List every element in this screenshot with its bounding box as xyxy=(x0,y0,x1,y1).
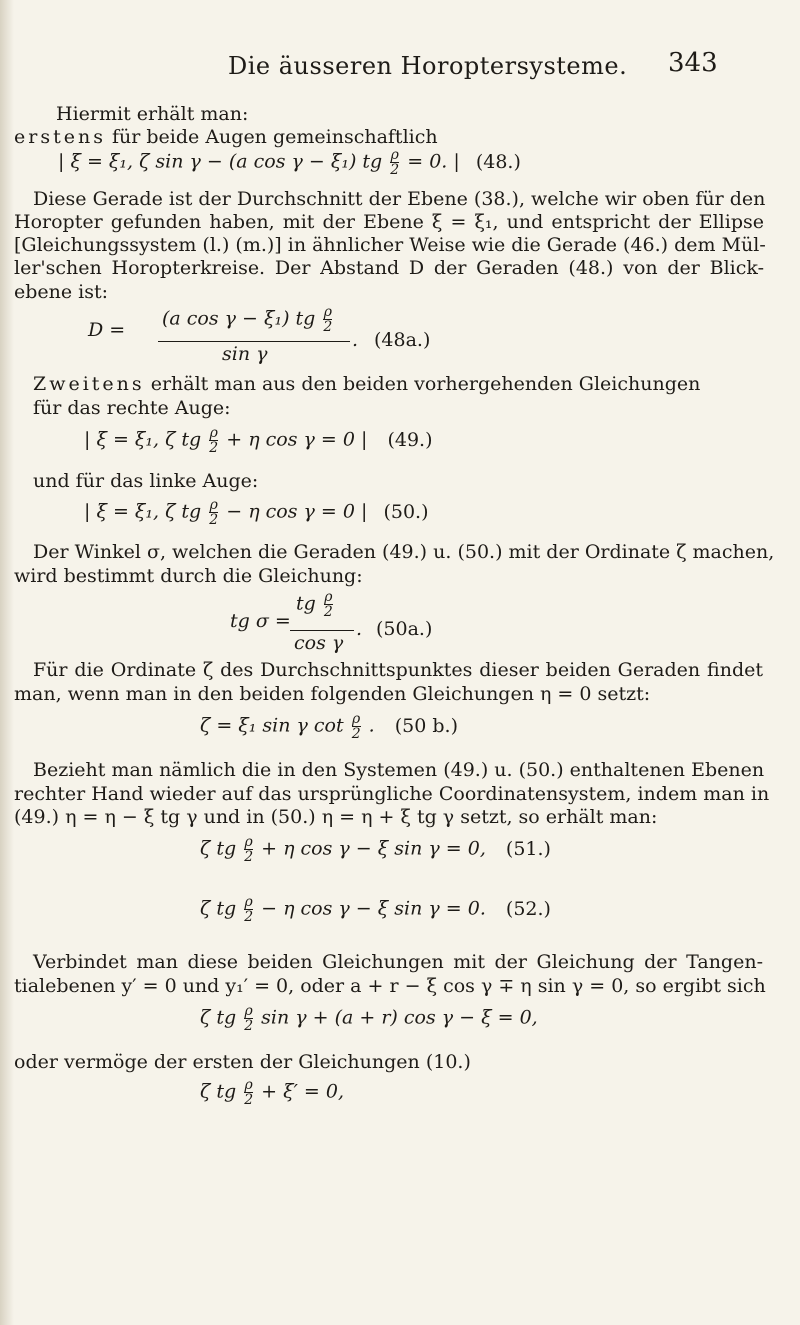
paragraph-line: ler'schen Horopterkreise. Der Abstand D der Geraden (48.) von der Blick- xyxy=(14,257,764,279)
paragraph-line: ebene ist: xyxy=(14,281,109,303)
equation-text: = 0. xyxy=(407,150,448,173)
equation-text: ξ = ξ₁, ζ tg xyxy=(96,500,202,523)
paragraph-line: Der Winkel σ, welchen die Geraden (49.) u. (50.) mit der Ordinate ζ machen, xyxy=(33,541,775,563)
text-run: erhält man aus den beiden vorhergehenden Gleichungen xyxy=(150,373,701,395)
equation-50b xyxy=(200,712,458,741)
fraction: $\frac{\rho}{2}$ xyxy=(244,1077,254,1108)
equation-text: ζ = ξ₁ sin γ cot xyxy=(200,714,344,737)
equation-text: sin γ + (a + r) cos γ − ξ = 0, xyxy=(261,1006,538,1029)
equation-text: ζ tg xyxy=(200,897,237,920)
paragraph-line: für das rechte Auge: xyxy=(33,397,231,419)
equation-48: | ξ = ξ₁, ζ sin γ − (a cos γ − ξ₁) tg $\frac{\rho}{2}$ = 0. | (48.) xyxy=(58,147,521,178)
equation-text: ξ = ξ₁, ζ tg xyxy=(96,428,202,451)
paragraph-line: man, wenn man in den beiden folgenden Gleichungen η = 0 setzt: xyxy=(14,683,651,705)
fraction: $\frac{\rho}{2}$ xyxy=(244,894,254,925)
equation-text: ζ tg xyxy=(200,837,237,860)
equation-text: + η cos γ = 0 xyxy=(226,428,355,451)
equation-number: (50 b.) xyxy=(394,714,458,737)
text-run: für beide Augen gemeinschaftlich xyxy=(112,126,438,148)
fraction-bar xyxy=(290,630,354,631)
paragraph-line: Bezieht man nämlich die in den Systemen (49.) u. (50.) enthaltenen Ebenen xyxy=(33,759,765,781)
fraction-denominator: cos γ xyxy=(294,632,344,654)
paragraph-line: Horopter gefunden haben, mit der Ebene ξ = ξ₁, und entspricht der Ellipse xyxy=(14,211,764,233)
equation-lhs: tg σ = xyxy=(230,610,291,632)
equation-number: (50.) xyxy=(383,500,429,523)
equation-number: (52.) xyxy=(505,897,551,920)
equation-text: ξ = ξ₁, ζ sin γ − (a cos γ − ξ₁) tg xyxy=(70,150,383,173)
fraction-bar xyxy=(158,341,350,342)
fraction-numerator: (a cos γ − ξ₁) tg $\frac{\rho}{2}$ xyxy=(162,304,333,335)
fraction: $\frac{\rho}{2}$ xyxy=(323,304,333,335)
spaced-emphasis: Zweitens xyxy=(33,373,145,395)
equation-lhs: D = xyxy=(88,319,126,341)
page-number: 343 xyxy=(668,48,718,78)
paragraph-line: wird bestimmt durch die Gleichung: xyxy=(14,565,363,587)
equation-text: + ξ′ = 0, xyxy=(261,1080,345,1103)
equation-51 xyxy=(200,835,551,864)
fraction: $\frac{\rho}{2}$ xyxy=(244,834,254,865)
fraction: $\frac{\rho}{2}$ xyxy=(390,147,400,178)
equation-number: (51.) xyxy=(505,837,551,860)
fraction: $\frac{\rho}{2}$ xyxy=(209,425,219,456)
paragraph-line: Verbindet man diese beiden Gleichungen mit der Gleichung der Tangen- xyxy=(33,951,763,973)
fraction-numerator: tg $\frac{\rho}{2}$ xyxy=(296,589,333,620)
equation-50: | ξ = ξ₁, ζ tg $\frac{\rho}{2}$ − η cos γ = 0 | (50.) xyxy=(84,497,429,528)
equation-text: . xyxy=(356,618,363,640)
paragraph-line: und für das linke Auge: xyxy=(33,470,259,492)
equation-number: (48a.) xyxy=(374,329,431,351)
page-gutter-shadow xyxy=(0,0,14,1325)
equation-number: (49.) xyxy=(387,428,433,451)
spaced-emphasis: erstens xyxy=(14,126,106,148)
paragraph-line: oder vermöge der ersten der Gleichungen (10.) xyxy=(14,1051,471,1073)
paragraph-line: Hiermit erhält man: xyxy=(56,103,249,125)
equation-number: (50a.) xyxy=(376,618,433,640)
page-header xyxy=(0,44,800,84)
equation-text: ζ tg xyxy=(200,1080,237,1103)
equation-text: − η cos γ = 0 xyxy=(226,500,355,523)
paragraph-line: Für die Ordinate ζ des Durchschnittspunktes dieser beiden Geraden findet xyxy=(33,659,763,681)
paragraph-line: Diese Gerade ist der Durchschnitt der Ebene (38.), welche wir oben für den xyxy=(33,188,766,210)
equation-text: . xyxy=(368,714,375,737)
fraction: $\frac{\rho}{2}$ xyxy=(351,711,361,742)
equation-text: − η cos γ − ξ sin γ = 0. xyxy=(261,897,486,920)
equation-text: + η cos γ − ξ sin γ = 0, xyxy=(261,837,486,860)
paragraph-line: (49.) η = η − ξ tg γ und in (50.) η = η + ξ tg γ setzt, so erhält man: xyxy=(14,806,658,828)
equation-text: ζ tg xyxy=(200,1006,237,1029)
running-title: Die äusseren Horoptersysteme. xyxy=(228,52,628,80)
fraction: $\frac{\rho}{2}$ xyxy=(244,1003,254,1034)
paragraph-line xyxy=(14,125,438,149)
paragraph-line: [Gleichungssystem (l.) (m.)] in ähnlicher Weise wie die Gerade (46.) dem Mül- xyxy=(14,234,766,256)
equation-48a xyxy=(88,305,508,375)
equation-text: . xyxy=(352,329,359,351)
fraction-denominator: sin γ xyxy=(222,343,268,365)
equation-52 xyxy=(200,895,551,924)
fraction: $\frac{\rho}{2}$ xyxy=(209,497,219,528)
fraction: $\frac{\rho}{2}$ xyxy=(323,589,333,620)
equation-combined xyxy=(200,1004,538,1033)
paragraph-line: tialebenen y′ = 0 und y₁′ = 0, oder a + r − ξ cos γ ∓ η sin γ = 0, so ergibt sich xyxy=(14,975,766,997)
paragraph-line xyxy=(33,372,700,396)
equation-final xyxy=(200,1078,344,1107)
equation-50a xyxy=(230,590,530,660)
equation-49: | ξ = ξ₁, ζ tg $\frac{\rho}{2}$ + η cos γ = 0 | (49.) xyxy=(84,425,433,456)
paragraph-line: rechter Hand wieder auf das ursprüngliche Coordinatensystem, indem man in xyxy=(14,783,770,805)
equation-number: (48.) xyxy=(475,150,521,173)
